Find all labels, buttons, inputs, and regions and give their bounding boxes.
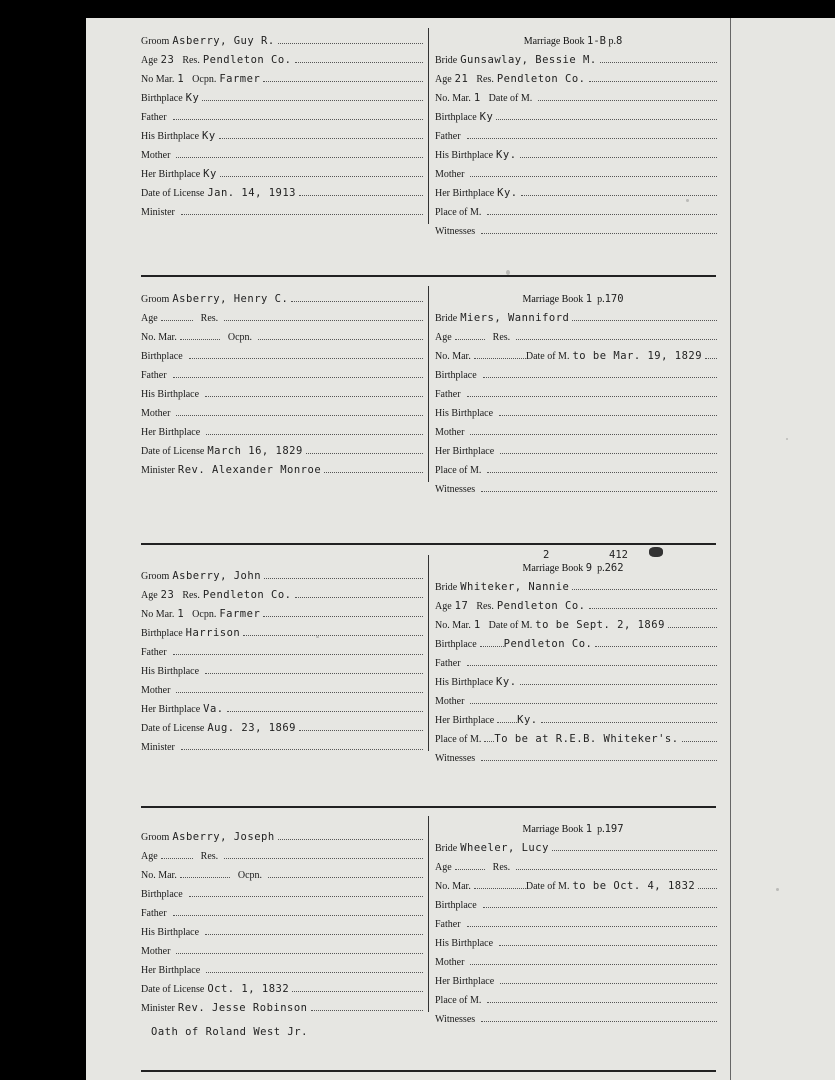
bride-column [428, 286, 717, 495]
bride-father-row: Father [429, 650, 717, 669]
groom-mother-row: Mother [141, 142, 423, 161]
bride-place-row: Place of M. To be at R.E.B. Whiteker's. [429, 726, 717, 745]
oath-note: Oath of Roland West Jr. [151, 1026, 308, 1038]
groom-birthplace-row: Birthplace [141, 881, 423, 900]
bride-father-row: Father [429, 123, 717, 142]
groom-license-row: Date of License Oct. 1, 1832 [141, 976, 423, 995]
groom-license-row: Date of License Jan. 14, 1913 [141, 180, 423, 199]
groom-age-row: Age Res. [141, 305, 423, 324]
groom-residence: Pendleton Co. [202, 54, 292, 66]
bride-nomar-row: No. Mar. Date of M. to be Mar. 19, 1829 [429, 343, 717, 362]
groom-name-row: Groom Asberry, Guy R. [141, 28, 423, 47]
bride-place-row: Place of M. [429, 199, 717, 218]
groom-name: Asberry, Henry C. [172, 293, 289, 305]
record-divider [141, 806, 716, 808]
scan-speck [316, 636, 319, 638]
bride-his-birthplace-row: His Birthplace [429, 930, 717, 949]
oath-note-row [141, 1014, 423, 1038]
record-sheet [86, 18, 835, 1080]
scan-speck [506, 270, 510, 275]
bride-her-birthplace-row: Her Birthplace [429, 968, 717, 987]
groom-column [141, 286, 423, 476]
book-correction-note: 2 [543, 549, 550, 561]
bride-witnesses-row: Witnesses [429, 1006, 717, 1025]
groom-name: Asberry, Joseph [172, 831, 275, 843]
record-divider [141, 543, 716, 545]
bride-father-row: Father [429, 911, 717, 930]
bride-birthplace-row: Birthplace [429, 892, 717, 911]
minister-name: Rev. Alexander Monroe [177, 464, 322, 476]
bride-mother-row: Mother [429, 419, 717, 438]
license-date: Jan. 14, 1913 [207, 187, 296, 199]
bride-column [428, 549, 717, 764]
groom-minister-row: Minister [141, 199, 423, 218]
scan-speck [686, 199, 689, 202]
bride-birthplace-row: Birthplace Pendleton Co. [429, 631, 717, 650]
bride-his-birthplace-row: His Birthplace Ky. [429, 142, 717, 161]
bride-age-row: Age Res. [429, 324, 717, 343]
scan-speck [786, 438, 788, 440]
margin-rule [730, 18, 731, 1080]
groom-column [141, 28, 423, 218]
page-correction-note: 412 [609, 549, 628, 561]
groom-age-row: Age 23 Res. Pendleton Co. [141, 582, 423, 601]
groom-mother-row: Mother [141, 400, 423, 419]
record-divider [141, 1070, 716, 1072]
bride-mother-row: Mother [429, 161, 717, 180]
bride-birthplace-row: Birthplace [429, 362, 717, 381]
scan-speck [776, 888, 779, 891]
bride-column [428, 816, 717, 1025]
bride-his-birthplace-row: His Birthplace Ky. [429, 669, 717, 688]
groom-birthplace-row: Birthplace [141, 343, 423, 362]
license-date: March 16, 1829 [207, 445, 303, 457]
groom-her-birthplace-row: Her Birthplace Va. [141, 696, 423, 715]
groom-his-birthplace-row: His Birthplace [141, 658, 423, 677]
groom-occupation: Farmer [219, 73, 261, 85]
bride-witnesses-row: Witnesses [429, 218, 717, 237]
bride-her-birthplace-row: Her Birthplace Ky. [429, 707, 717, 726]
license-date: Aug. 23, 1869 [207, 722, 296, 734]
groom-nomar-row: No Mar. 1 Ocpn. Farmer [141, 66, 423, 85]
groom-minister-row: Minister Rev. Jesse Robinson [141, 995, 423, 1014]
groom-nomar: 1 [177, 73, 185, 85]
bride-name: Gunsawlay, Bessie M. [460, 54, 597, 66]
bride-name-row: Bride Wheeler, Lucy [429, 835, 717, 854]
bride-witnesses-row: Witnesses [429, 745, 717, 764]
bride-name: Wheeler, Lucy [460, 842, 549, 854]
bride-father-row: Father [429, 381, 717, 400]
groom-father-row: Father [141, 104, 423, 123]
groom-name: Asberry, John [172, 570, 262, 582]
bride-place-row: Place of M. [429, 457, 717, 476]
bride-her-birthplace-row: Her Birthplace [429, 438, 717, 457]
groom-license-row: Date of License March 16, 1829 [141, 438, 423, 457]
bride-her-birthplace-row: Her Birthplace Ky. [429, 180, 717, 199]
groom-name: Asberry, Guy R. [172, 35, 275, 47]
bride-nomar-row: No. Mar. 1 Date of M. [429, 85, 717, 104]
groom-father-row: Father [141, 639, 423, 658]
groom-nomar-row: No. Mar. Ocpn. [141, 324, 423, 343]
groom-mother-row: Mother [141, 938, 423, 957]
groom-birthplace: Ky [185, 92, 200, 104]
groom-minister-row: Minister [141, 734, 423, 753]
groom-age-row: Age 23 Res. Pendleton Co. [141, 47, 423, 66]
groom-nomar-row: No Mar. 1 Ocpn. Farmer [141, 601, 423, 620]
bride-name: Miers, Wanniford [460, 312, 570, 324]
groom-column [141, 824, 423, 1038]
groom-age: 23 [160, 54, 175, 66]
groom-his-birthplace-row: His Birthplace [141, 381, 423, 400]
license-date: Oct. 1, 1832 [207, 983, 290, 995]
groom-his-birthplace-row: His Birthplace [141, 919, 423, 938]
bride-place-row: Place of M. [429, 987, 717, 1006]
bride-name: Whiteker, Nannie [460, 581, 570, 593]
bride-his-birthplace-row: His Birthplace [429, 400, 717, 419]
bride-mother-row: Mother [429, 949, 717, 968]
groom-name-row: Groom Asberry, Henry C. [141, 286, 423, 305]
marriage-book-ref: Marriage Book 9 p. 262 [522, 562, 624, 574]
scan-border-left [0, 0, 86, 1080]
marriage-book-ref: Marriage Book 1-B p. 8 [523, 35, 623, 47]
groom-name-row: Groom Asberry, John [141, 563, 423, 582]
minister-name: Rev. Jesse Robinson [177, 1002, 308, 1014]
bride-age-row: Age 17 Res. Pendleton Co. [429, 593, 717, 612]
groom-father-row: Father [141, 900, 423, 919]
marriage-book-ref: Marriage Book 1 p. 197 [522, 823, 624, 835]
bride-name-row: Bride Miers, Wanniford [429, 305, 717, 324]
bride-name-row: Bride Gunsawlay, Bessie M. [429, 47, 717, 66]
record-divider [141, 275, 716, 277]
groom-her-birthplace-row: Her Birthplace Ky [141, 161, 423, 180]
bride-mother-row: Mother [429, 688, 717, 707]
groom-birthplace-row: Birthplace Harrison [141, 620, 423, 639]
bride-nomar-row: No. Mar. Date of M. to be Oct. 4, 1832 [429, 873, 717, 892]
bride-nomar-row: No. Mar. 1 Date of M. to be Sept. 2, 1869 [429, 612, 717, 631]
groom-column [141, 563, 423, 753]
groom-father-row: Father [141, 362, 423, 381]
groom-mother-row: Mother [141, 677, 423, 696]
groom-her-birthplace-row: Her Birthplace [141, 419, 423, 438]
bride-birthplace-row: Birthplace Ky [429, 104, 717, 123]
bride-witnesses-row: Witnesses [429, 476, 717, 495]
groom-age-row: Age Res. [141, 843, 423, 862]
groom-license-row: Date of License Aug. 23, 1869 [141, 715, 423, 734]
bride-age-row: Age 21 Res. Pendleton Co. [429, 66, 717, 85]
groom-her-birthplace-row: Her Birthplace [141, 957, 423, 976]
groom-his-birthplace-row: His Birthplace Ky [141, 123, 423, 142]
bride-name-row: Bride Whiteker, Nannie [429, 574, 717, 593]
marriage-book-ref: Marriage Book 1 p. 170 [522, 293, 624, 305]
bride-age-row: Age Res. [429, 854, 717, 873]
groom-birthplace-row: Birthplace Ky [141, 85, 423, 104]
bride-column [428, 28, 717, 237]
groom-name-row: Groom Asberry, Joseph [141, 824, 423, 843]
scan-border-top [86, 0, 835, 18]
groom-nomar-row: No. Mar. Ocpn. [141, 862, 423, 881]
groom-minister-row: Minister Rev. Alexander Monroe [141, 457, 423, 476]
